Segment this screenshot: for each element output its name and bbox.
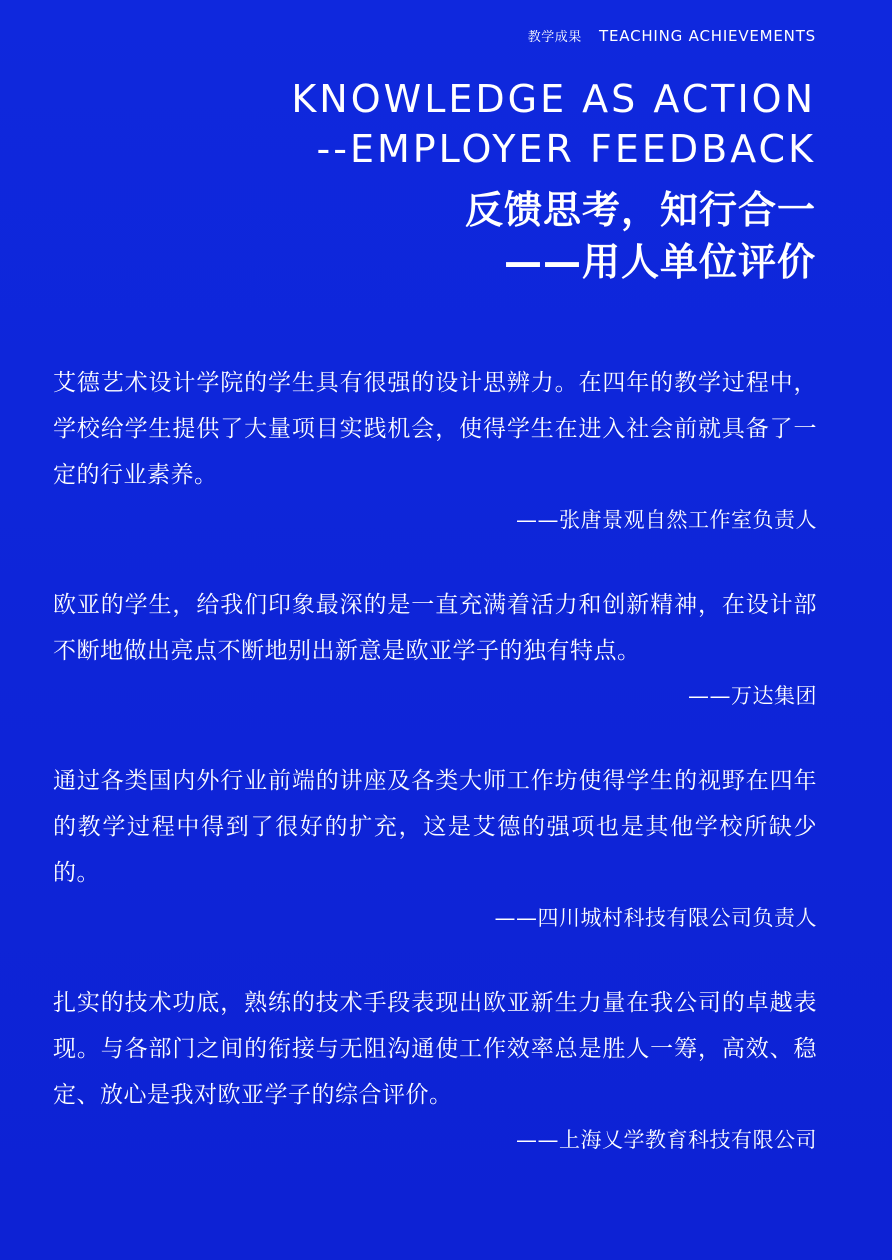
section-header-en: TEACHING ACHIEVEMENTS [599,27,816,45]
title-cn-line-1: 反馈思考，知行合一 [464,188,816,232]
section-header-cn: 教学成果 [527,30,582,45]
page-title-cn [465,184,816,288]
feedback-text: 扎实的技术功底，熟练的技术手段表现出欧亚新生力量在我公司的卓越表现。与各部门之间的衔接与无阻沟通使工作效率总是胜人一筹，高效、稳定、放心是我对欧亚学子的综合评价。 [53,990,817,1108]
title-en-line-1: KNOWLEDGE AS ACTION [291,77,816,121]
page-title-en [291,74,816,174]
title-cn-line-2: ——用人单位评价 [503,240,816,284]
feedback-item [53,980,817,1162]
feedback-source: ——万达集团 [688,684,817,708]
feedback-text: 通过各类国内外行业前端的讲座及各类大师工作坊使得学生的视野在四年的教学过程中得到了很好的扩充，这是艾德的强项也是其他学校所缺少的。 [53,768,817,886]
feedback-list [53,360,817,1202]
feedback-source: ——张唐景观自然工作室负责人 [516,508,817,532]
feedback-item [53,360,817,542]
section-header [528,26,816,45]
feedback-source: ——上海乂学教育科技有限公司 [516,1128,817,1152]
title-en-line-2: --EMPLOYER FEEDBACK [316,127,816,171]
feedback-item [53,582,817,718]
feedback-source: ——四川城村科技有限公司负责人 [494,906,817,930]
feedback-text: 艾德艺术设计学院的学生具有很强的设计思辨力。在四年的教学过程中，学校给学生提供了大量项目实践机会，使得学生在进入社会前就具备了一定的行业素养。 [53,370,817,488]
feedback-text: 欧亚的学生，给我们印象最深的是一直充满着活力和创新精神，在设计部不断地做出亮点不断地别出新意是欧亚学子的独有特点。 [53,592,817,664]
feedback-item [53,758,817,940]
